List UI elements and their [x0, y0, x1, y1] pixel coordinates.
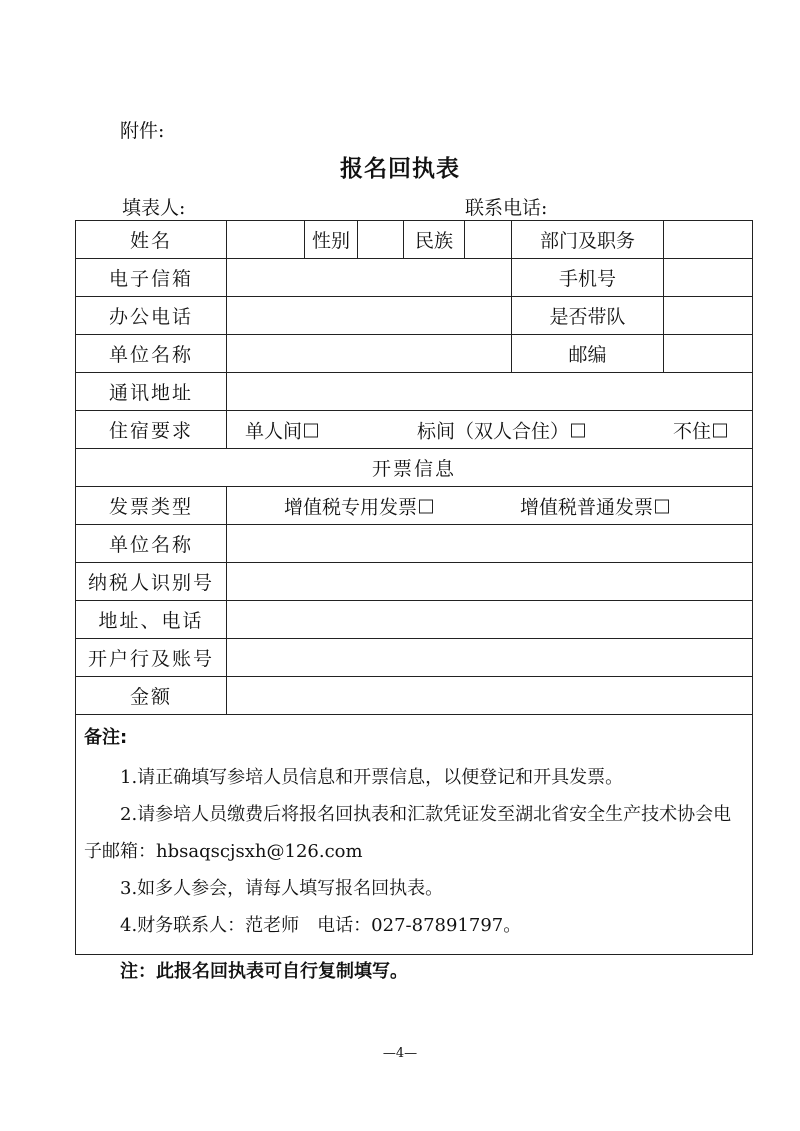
- name-field[interactable]: [227, 221, 305, 259]
- note-item: 4.财务联系人：范老师 电话：027-87891797。: [120, 915, 522, 936]
- bank-account-label: 开户行及账号: [76, 639, 227, 677]
- note-item: 3.如多人参会，请每人填写报名回执表。: [120, 878, 444, 899]
- invoice-option-special[interactable]: [284, 492, 433, 519]
- registration-form: [75, 220, 753, 955]
- notes-heading: 备注:: [84, 727, 128, 748]
- checkbox-icon[interactable]: [655, 499, 669, 513]
- note-item: 1.请正确填写参培人员信息和开票信息，以便登记和开具发票。: [120, 767, 624, 788]
- ethnicity-field[interactable]: [465, 221, 512, 259]
- postcode-field[interactable]: [664, 335, 753, 373]
- accommodation-options: [227, 411, 753, 449]
- gender-field[interactable]: [358, 221, 404, 259]
- ethnicity-label: 民族: [404, 221, 465, 259]
- office-phone-label: 办公电话: [76, 297, 227, 335]
- notes-cell: [76, 715, 753, 955]
- taxpayer-id-label: 纳税人识别号: [76, 563, 227, 601]
- invoice-unit-name-field[interactable]: [227, 525, 753, 563]
- option-label: 标间（双人合住）: [417, 420, 570, 442]
- page-title: 报名回执表: [340, 156, 460, 182]
- team-leader-field[interactable]: [664, 297, 753, 335]
- address-field[interactable]: [227, 373, 753, 411]
- invoice-option-ordinary[interactable]: [520, 492, 669, 519]
- option-label: 增值税专用发票: [284, 496, 418, 518]
- mobile-field[interactable]: [664, 259, 753, 297]
- office-phone-field[interactable]: [227, 297, 512, 335]
- attachment-label: 附件:: [120, 120, 165, 142]
- option-label: 增值税普通发票: [520, 496, 654, 518]
- invoice-type-label: 发票类型: [76, 487, 227, 525]
- option-label: 单人间: [245, 420, 303, 442]
- mobile-label: 手机号: [512, 259, 664, 297]
- address-label: 通讯地址: [76, 373, 227, 411]
- bank-account-field[interactable]: [227, 639, 753, 677]
- address-phone-field[interactable]: [227, 601, 753, 639]
- accommodation-option-single[interactable]: [245, 416, 318, 443]
- unit-name-field[interactable]: [227, 335, 512, 373]
- accommodation-option-none[interactable]: [673, 416, 727, 443]
- invoice-section-heading: 开票信息: [76, 449, 753, 487]
- unit-name-label: 单位名称: [76, 335, 227, 373]
- email-field[interactable]: [227, 259, 512, 297]
- accommodation-option-twin[interactable]: [417, 416, 585, 443]
- note-item: 2.请参培人员缴费后将报名回执表和汇款凭证发至湖北省安全生产技术协会电子邮箱：hbsaqscjsxh@126.com: [84, 804, 732, 862]
- checkbox-icon[interactable]: [571, 423, 585, 437]
- checkbox-icon[interactable]: [713, 423, 727, 437]
- filler-label: 填表人:: [122, 197, 186, 219]
- email-label: 电子信箱: [76, 259, 227, 297]
- invoice-type-options: [227, 487, 753, 525]
- team-leader-label: 是否带队: [512, 297, 664, 335]
- name-label: 姓名: [76, 221, 227, 259]
- amount-field[interactable]: [227, 677, 753, 715]
- contact-phone-label: 联系电话:: [465, 197, 548, 219]
- department-position-label: 部门及职务: [512, 221, 664, 259]
- department-position-field[interactable]: [664, 221, 753, 259]
- page-number: —4—: [382, 1046, 418, 1061]
- taxpayer-id-field[interactable]: [227, 563, 753, 601]
- accommodation-label: 住宿要求: [76, 411, 227, 449]
- amount-label: 金额: [76, 677, 227, 715]
- gender-label: 性别: [305, 221, 358, 259]
- postcode-label: 邮编: [512, 335, 664, 373]
- address-phone-label: 地址、电话: [76, 601, 227, 639]
- invoice-unit-name-label: 单位名称: [76, 525, 227, 563]
- checkbox-icon[interactable]: [304, 423, 318, 437]
- option-label: 不住: [673, 420, 712, 442]
- checkbox-icon[interactable]: [419, 499, 433, 513]
- footnote: 注：此报名回执表可自行复制填写。: [120, 961, 408, 982]
